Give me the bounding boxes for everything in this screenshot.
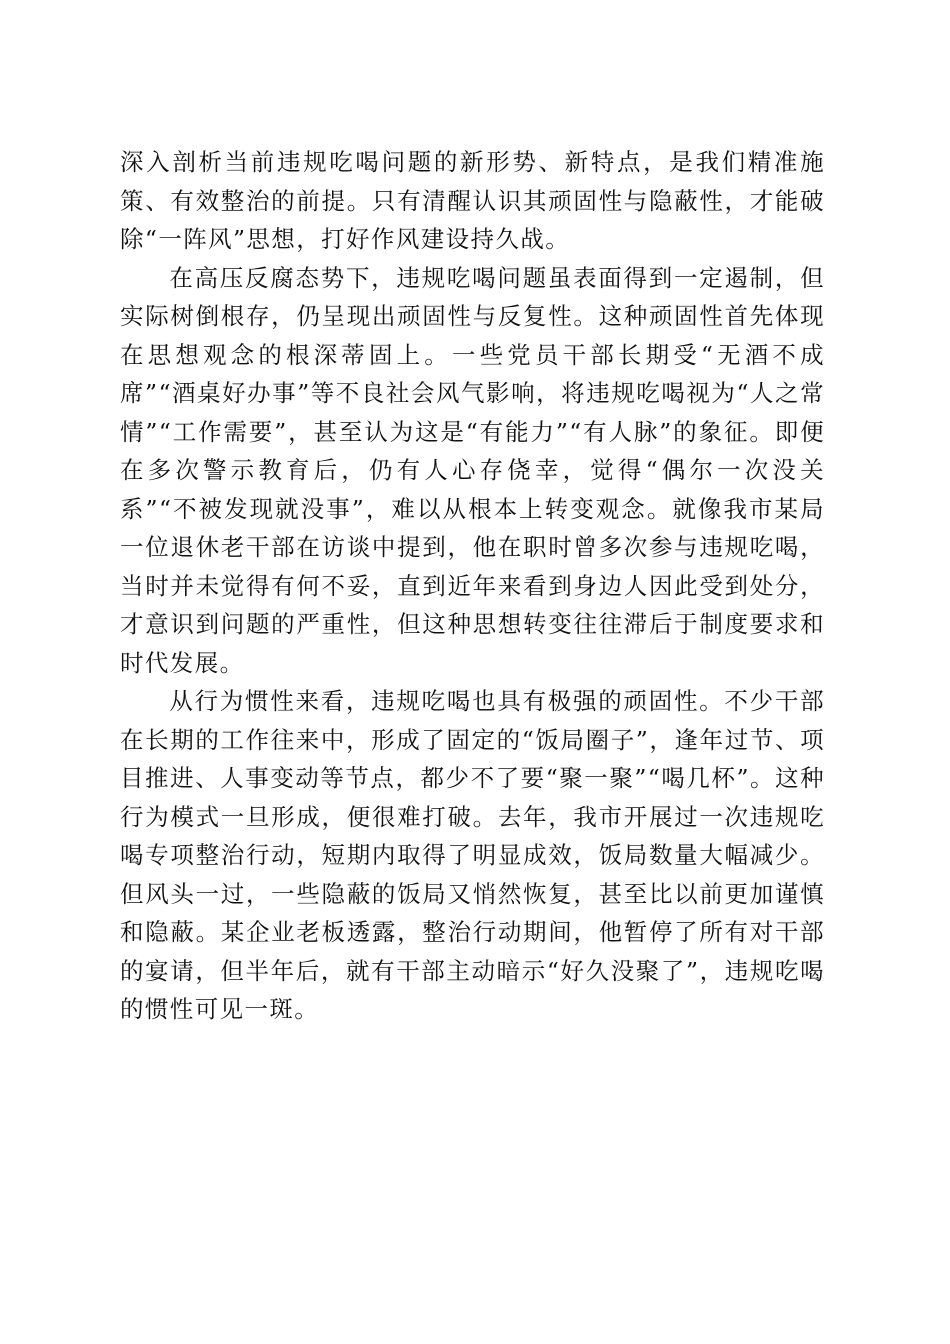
document-page — [120, 143, 825, 1029]
paragraph-intro: 深入剖析当前违规吃喝问题的新形势、新特点，是我们精准施策、有效整治的前提。只有清醒认识其顽固性与隐蔽性，才能破除“一阵风”思想，打好作风建设持久战。 — [120, 148, 825, 253]
paragraph-behavior-inertia: 从行为惯性来看，违规吃喝也具有极强的顽固性。不少干部在长期的工作往来中，形成了固定的“饭局圈子”，逢年过节、项目推进、人事变动等节点，都少不了要“聚一聚”“喝几杯”。这种行为模式一旦形成，便很难打破。去年，我市开展过一次违规吃喝专项整治行动，短期内取得了明显成效，饭局数量大幅减少。但风头一过，一些隐蔽的饭局又悄然恢复，甚至比以前更加谨慎和隐蔽。某企业老板透露，整治行动期间，他暂停了所有对干部的宴请，但半年后，就有干部主动暗示“好久没聚了”，违规吃喝的惯性可见一斑。 — [120, 687, 825, 1023]
paragraph-stubbornness-ideas: 在高压反腐态势下，违规吃喝问题虽表面得到一定遏制，但实际树倒根存，仍呈现出顽固性与反复性。这种顽固性首先体现在思想观念的根深蒂固上。一些党员干部长期受“无酒不成席”“酒桌好办事”等不良社会风气影响，将违规吃喝视为“人之常情”“工作需要”，甚至认为这是“有能力”“有人脉”的象征。即便在多次警示教育后，仍有人心存侥幸，觉得“偶尔一次没关系”“不被发现就没事”，难以从根本上转变观念。就像我市某局一位退休老干部在访谈中提到，他在职时曾多次参与违规吃喝，当时并未觉得有何不妥，直到近年来看到身边人因此受到处分，才意识到问题的严重性，但这种思想转变往往滞后于制度要求和时代发展。 — [120, 263, 825, 677]
